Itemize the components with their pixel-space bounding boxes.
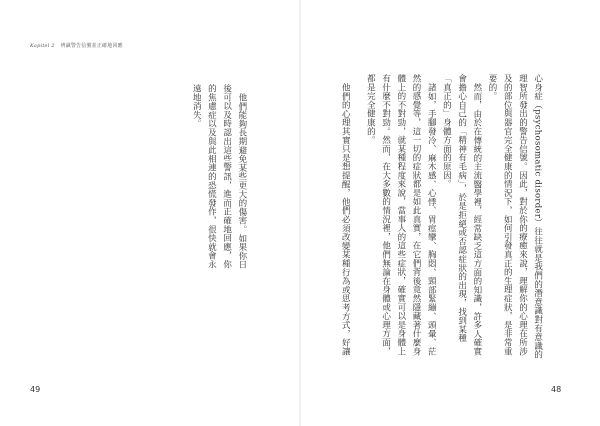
left-paragraph-1: 他們能夠長期避免某些更大的傷害。如果你日後可以及時認出這些警訊，進而正確地回應，你的焦慮症以及與此相連的恐慌發作，很快就會永遠地消失。 xyxy=(191,84,247,269)
right-page-number: 48 xyxy=(551,385,562,394)
left-page-text xyxy=(188,84,249,270)
left-page-number: 49 xyxy=(30,385,41,394)
right-paragraph-3: 諸如，手腳發冷、麻木感、心悸、胃痙攣、胸悶、頸部緊繃、頭暈、茫然的感覺等，這一切的症狀都是如此真實，在它們背後竟然隱藏著什麼身體上的不對勁，就某種程度來說，當事人的這些症狀，確實可以是身體上有什麼不對勁。然而，在大多數的情況裡，他們無論在身體或心理方面，都是完全健康的。 xyxy=(365,74,437,356)
right-paragraph-4: 他們的心理其實只是想提醒，他們必須改變某種行為或思考方式，好讓 xyxy=(340,82,351,356)
right-paragraph-1: 心身症（psychosomatic disorder）往往就是我們的潛意識對有意識的理智所發出的警告信號。因此，對於你的療癒來說，理解你的心理在所涉及的部位與器官完全健康的情況下，如何引發真正的生理症狀，是非常重要的。 xyxy=(487,74,543,359)
running-header xyxy=(30,42,123,49)
right-paragraph-2: 然而，由於在傳統的主流醫學裡，經常缺乏這方面的知識，許多人確實會擔心自己的「精神有毛病」，於是拒絕或否認症狀的出現，找到某種「真正的」身體方面的原因。 xyxy=(441,74,482,356)
chapter-label: Kapitel 2 xyxy=(30,43,55,49)
chapter-title: 辨識警告信號並正確地回應 xyxy=(60,43,123,49)
right-page-text xyxy=(337,74,545,360)
page-gutter xyxy=(299,0,301,426)
